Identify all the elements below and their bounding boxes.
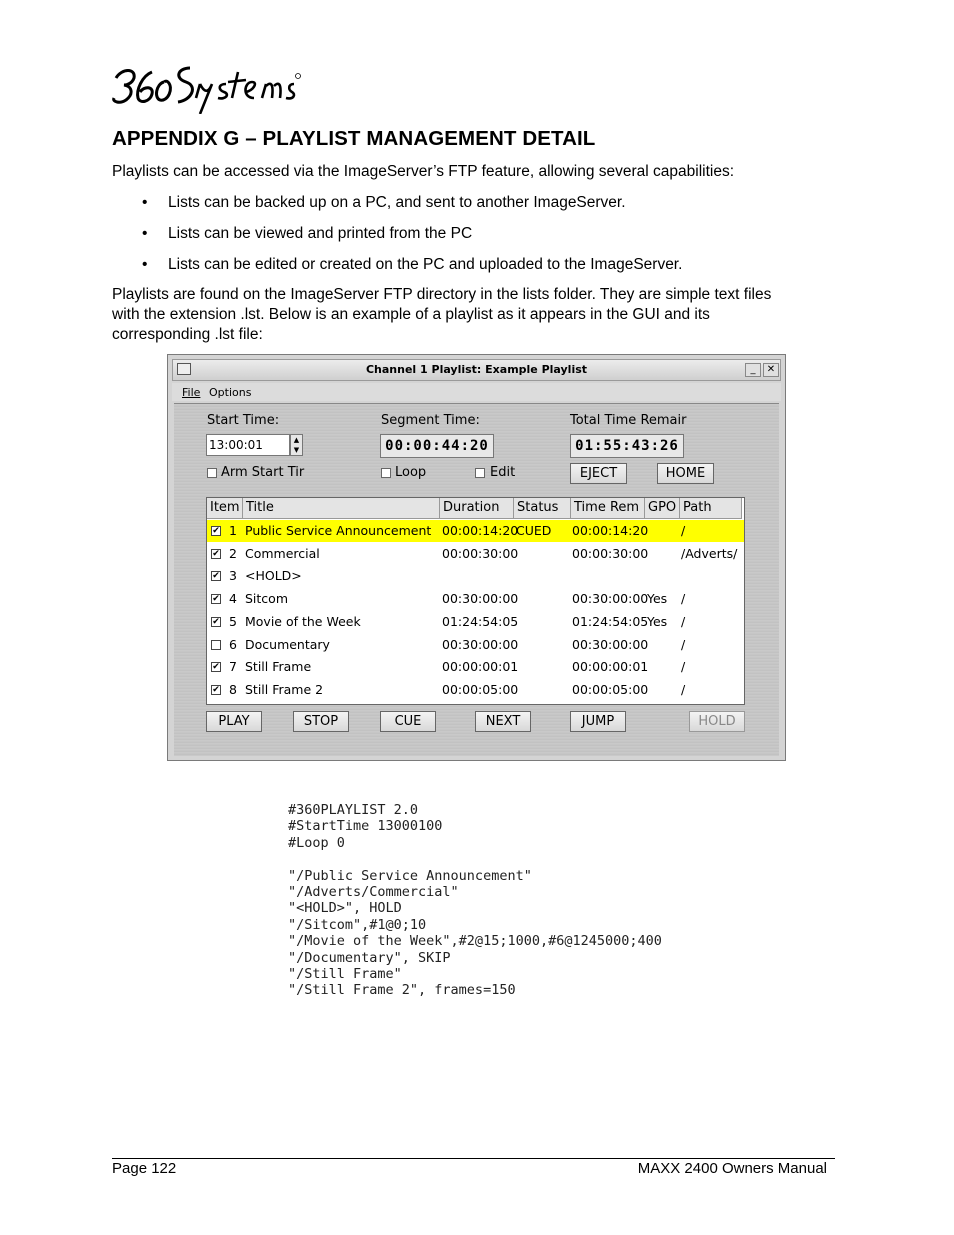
intro-paragraph: Playlists can be accessed via the ImageServer’s FTP feature, allowing several capabilities:	[112, 163, 735, 180]
segment-time-display: 00:00:44:20	[380, 434, 494, 458]
edit-checkbox[interactable]	[475, 468, 485, 478]
cell-duration: 00:30:00:00	[442, 591, 519, 607]
code-line: "/Still Frame"	[288, 966, 402, 982]
row-checkbox[interactable]: ✔	[212, 616, 220, 627]
bullet-item: • Lists can be backed up on a PC, and sent to another ImageServer.	[142, 194, 626, 211]
cell-path: /	[681, 613, 686, 629]
cell-status: CUED	[516, 523, 552, 538]
code-line: "/Public Service Announcement"	[288, 867, 532, 884]
row-checkbox[interactable]: ✔	[212, 662, 220, 673]
start-time-label: Start Time:	[207, 413, 280, 428]
cell-title: Still Frame 2	[245, 681, 324, 697]
window-titlebar	[172, 359, 781, 381]
paragraph-line: corresponding .lst file:	[112, 326, 263, 343]
cell-item: 3	[229, 568, 237, 584]
column-header-path[interactable]: Path	[680, 498, 742, 519]
arm-start-checkbox[interactable]	[207, 468, 217, 478]
cell-path: /	[681, 636, 686, 652]
cell-duration: 00:00:14:20	[442, 523, 519, 538]
footer-rule	[112, 1158, 835, 1159]
code-line: "/Movie of the Week",#2@15;1000,#6@1245000;400	[288, 933, 662, 950]
eject-button[interactable]: EJECT	[570, 463, 627, 484]
bullet-item: • Lists can be edited or created on the PC and uploaded to the ImageServer.	[142, 256, 683, 273]
column-header-time-rem[interactable]: Time Rem	[571, 498, 645, 519]
code-line: "/Still Frame 2", frames=150	[288, 982, 516, 999]
cell-duration: 00:00:30:00	[442, 545, 519, 561]
next-button[interactable]: NEXT	[475, 711, 531, 732]
cell-item: 4	[229, 591, 237, 607]
total-time-display: 01:55:43:26	[570, 434, 684, 458]
table-row[interactable]	[207, 543, 744, 565]
menu-bar	[172, 383, 781, 401]
stop-button[interactable]: STOP	[293, 711, 349, 732]
cell-title: Still Frame	[245, 659, 312, 675]
window-title: Channel 1 Playlist: Example Playlist	[365, 363, 588, 376]
cell-item: 8	[229, 681, 237, 697]
minimize-button[interactable]: _	[745, 363, 761, 377]
company-logo	[108, 58, 304, 114]
table-row[interactable]	[207, 679, 744, 701]
code-line: "/Sitcom",#1@0;10	[288, 916, 427, 933]
cell-path: /	[681, 681, 686, 697]
cell-time-rem: 00:00:05:00	[572, 681, 649, 697]
paragraph-line: with the extension .lst. Below is an example of a playlist as it appears in the GUI and its	[112, 306, 710, 323]
edit-label: Edit	[490, 465, 516, 480]
cell-title: Public Service Announcement	[245, 523, 432, 538]
cell-item: 7	[229, 659, 237, 675]
bullet-text: Lists can be viewed and printed from the PC	[168, 225, 473, 242]
cell-duration: 01:24:54:05	[442, 613, 519, 629]
column-header-item[interactable]: Item	[207, 498, 243, 519]
cell-title: Sitcom	[245, 591, 289, 607]
cell-time-rem: 00:00:00:01	[572, 659, 649, 675]
hold-button[interactable]: HOLD	[689, 711, 745, 732]
playlist-table	[206, 497, 745, 705]
code-line: #Loop 0	[288, 834, 345, 851]
cell-time-rem: 00:30:00:00	[572, 636, 649, 652]
cell-item: 6	[229, 636, 237, 652]
menu-file[interactable]: File	[182, 386, 201, 399]
table-row[interactable]	[207, 588, 744, 610]
cell-title: Movie of the Week	[245, 613, 361, 629]
column-header-title[interactable]: Title	[243, 498, 440, 519]
cue-button[interactable]: CUE	[380, 711, 436, 732]
column-header-gpo[interactable]: GPO	[645, 498, 680, 519]
table-row[interactable]	[207, 565, 744, 587]
cell-time-rem: 01:24:54:05	[572, 613, 649, 629]
table-row[interactable]	[207, 611, 744, 633]
column-header-status[interactable]: Status	[514, 498, 571, 519]
home-button[interactable]: HOME	[657, 463, 714, 484]
code-line: #360PLAYLIST 2.0	[288, 802, 419, 818]
close-button[interactable]: ✕	[763, 363, 779, 377]
jump-button[interactable]: JUMP	[570, 711, 626, 732]
code-line: "<HOLD>", HOLD	[288, 900, 402, 917]
cell-item: 5	[229, 613, 237, 629]
cell-time-rem: 00:00:30:00	[572, 545, 649, 561]
cell-path: /	[681, 523, 686, 538]
cell-gpo: Yes	[647, 591, 668, 607]
cell-duration: 00:30:00:00	[442, 636, 519, 652]
row-checkbox[interactable]: ✔	[212, 526, 220, 536]
start-time-spinner[interactable]: ▲ ▼	[290, 434, 303, 456]
manual-title: MAXX 2400 Owners Manual	[637, 1160, 827, 1177]
play-button[interactable]: PLAY	[206, 711, 262, 732]
cell-path: /	[681, 591, 686, 607]
loop-checkbox[interactable]	[381, 468, 391, 478]
cell-path: /	[681, 659, 686, 675]
segment-time-label: Segment Time:	[381, 413, 480, 428]
row-checkbox[interactable]: ✔	[212, 594, 220, 605]
page-number: Page 122	[112, 1160, 177, 1177]
loop-label: Loop	[395, 465, 427, 480]
cell-duration: 00:00:05:00	[442, 681, 519, 697]
code-line: "/Documentary", SKIP	[288, 949, 451, 966]
row-checkbox[interactable]: ✔	[212, 684, 220, 695]
total-time-label: Total Time Remair	[570, 413, 687, 428]
table-row[interactable]	[207, 656, 744, 678]
bullet-item: • Lists can be viewed and printed from the PC	[142, 225, 473, 242]
cell-time-rem: 00:00:14:20	[572, 523, 649, 538]
bullet-text: Lists can be edited or created on the PC and uploaded to the ImageServer.	[168, 256, 683, 273]
start-time-input[interactable]: 13:00:01	[206, 434, 290, 456]
cell-title: Documentary	[245, 636, 330, 652]
bullet-text: Lists can be backed up on a PC, and sent to another ImageServer.	[168, 194, 626, 211]
row-checkbox[interactable]	[211, 640, 221, 650]
cell-duration: 00:00:00:01	[442, 659, 519, 675]
page-heading: APPENDIX G – PLAYLIST MANAGEMENT DETAIL	[112, 127, 596, 150]
row-checkbox[interactable]: ✔	[212, 548, 220, 559]
table-row[interactable]	[207, 520, 744, 542]
table-row[interactable]	[207, 634, 744, 656]
cell-item: 1	[229, 523, 237, 538]
code-line: "/Adverts/Commercial"	[288, 884, 459, 900]
row-checkbox[interactable]: ✔	[212, 571, 220, 582]
cell-title: <HOLD>	[245, 568, 302, 584]
paragraph-line: Playlists are found on the ImageServer FTP directory in the lists folder. They are simple text files	[112, 286, 772, 303]
column-header-duration[interactable]: Duration	[440, 498, 514, 519]
arm-start-label: Arm Start Tir	[221, 465, 305, 480]
cell-path: /Adverts/	[681, 545, 738, 561]
menu-options[interactable]: Options	[209, 386, 252, 399]
cell-title: Commercial	[245, 545, 320, 561]
cell-item: 2	[229, 545, 237, 561]
cell-time-rem: 00:30:00:00	[572, 591, 649, 607]
cell-gpo: Yes	[647, 613, 668, 629]
code-line: #StartTime 13000100	[288, 818, 443, 835]
